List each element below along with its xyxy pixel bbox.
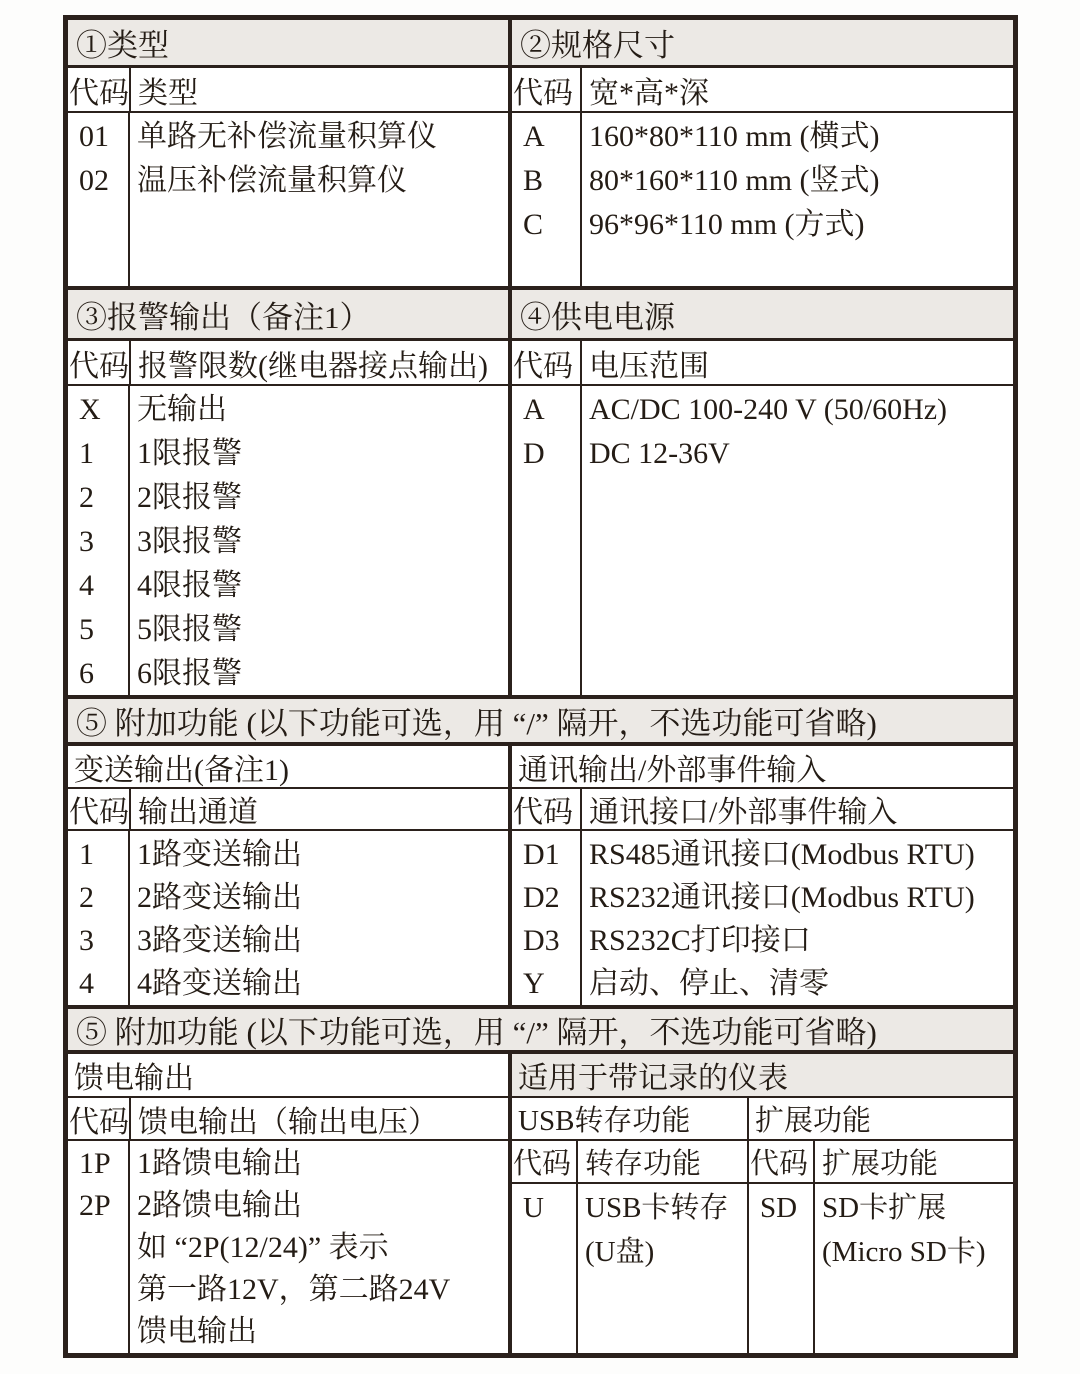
s5a-left-label-0: 1路变送输出 [137,838,302,871]
recording-instruments-subsection [512,1054,1013,1096]
section3-alarm-output [68,290,512,338]
body-band-a [68,831,1013,1009]
s2-codes [512,113,582,286]
s5a-left-label-header: 输出通道 [138,796,258,829]
ext-codes [749,1184,815,1353]
s5a-right-subtitle: 通讯输出/外部事件输入 [518,753,827,787]
s1-labels [130,113,508,286]
s5a-right-code-2: D3 [523,924,560,957]
usb-code-0: U [523,1192,544,1224]
s5a-right-code-3: Y [523,967,545,1000]
s3-codes [68,386,130,695]
s5a-left-code-3: 4 [79,967,94,1000]
usb-subtable [512,1098,749,1353]
ext-body [749,1184,1013,1353]
s5b-right-subtitle: 适用于带记录的仪表 [518,1062,788,1095]
s3-code-header: 代码 [68,341,131,384]
body-band-1-2 [68,113,1013,290]
s5a-right-code-1: D2 [523,881,560,914]
subheaders-band-b [68,1054,1013,1098]
s3-label-3: 3限报警 [137,525,242,558]
section2-title: ②规格尺寸 [520,28,675,63]
s4-code-header: 代码 [512,341,582,384]
s2-code-0: A [523,120,545,153]
s4-labels [582,386,1013,695]
s5a-left-labels [130,831,508,1005]
s3-code-0: X [79,393,101,426]
transmit-output-subsection [68,746,512,787]
s5a-right-code-header: 代码 [512,789,582,829]
subheaders-band-a [68,746,1013,789]
usb-codes [512,1184,578,1353]
section5-banner-2-text: ⑤ 附加功能 (以下功能可选，用 “/” 隔开，不选功能可省略) [76,1015,877,1050]
ext-label-1: (Micro SD卡) [822,1236,986,1268]
ext-label-header: 扩展功能 [822,1148,939,1180]
s4-codes [512,386,582,695]
s5b-left-labels [130,1141,508,1353]
s1-code-header: 代码 [68,68,131,111]
s3-label-5: 5限报警 [137,613,242,646]
s4-code-0: A [523,393,545,426]
feed-output-subsection [68,1054,512,1096]
usb-code-header: 代码 [512,1141,578,1182]
ext-label-0: SD卡扩展 [822,1192,947,1224]
recording-functions-table [512,1098,1013,1353]
s5b-left-codes [68,1141,130,1353]
s5a-left-code-header: 代码 [68,789,131,829]
s2-labels [582,113,1013,286]
s5b-left-code-header: 代码 [68,1098,131,1139]
s3-code-1: 1 [79,437,94,470]
ext-labels [815,1184,1013,1353]
section4-title: ④供电电源 [520,299,675,335]
usb-label-header: 转存功能 [585,1148,702,1180]
s5a-left-subtitle: 变送输出(备注1) [74,753,289,787]
s4-label-0: AC/DC 100-240 V (50/60Hz) [589,393,948,426]
usb-label-1: (U盘) [585,1236,655,1268]
s5a-right-codes [512,831,582,1005]
s3-label-2: 2限报警 [137,481,242,514]
s2-code-1: B [523,164,544,197]
s3-label-6: 6限报警 [137,657,242,690]
s5b-left-subtitle: 馈电输出 [74,1062,194,1095]
s5b-left-colheaders [68,1098,508,1141]
usb-label-0: USB卡转存 [585,1192,729,1224]
usb-labels [578,1184,747,1353]
s4-code-1: D [523,437,545,470]
s5b-left-code-0: 1P [79,1147,111,1180]
sd-subtable [749,1098,1013,1353]
s2-label-1: 80*160*110 mm (竖式) [589,164,880,197]
colheaders-band-3-4 [68,341,1013,386]
feed-output-table [68,1098,512,1353]
s5a-left-code-0: 1 [79,838,94,871]
section2-dimensions [512,20,1013,65]
s5a-right-label-2: RS232C打印接口 [589,924,811,957]
s1-code-0: 01 [79,120,109,153]
section5-banner-1-text: ⑤ 附加功能 (以下功能可选，用 “/” 隔开，不选功能可省略) [76,706,877,741]
s5a-right-label-0: RS485通讯接口(Modbus RTU) [589,838,975,871]
s2-label-header: 宽*高*深 [589,76,709,110]
s3-code-3: 3 [79,525,94,558]
s3-code-6: 6 [79,657,94,690]
s5b-left-code-1: 2P [79,1189,111,1222]
s5a-right-label-header: 通讯接口/外部事件输入 [589,796,898,829]
s5a-left-label-1: 2路变送输出 [137,881,302,914]
section4-power-supply [512,290,1013,338]
s2-label-0: 160*80*110 mm (横式) [589,120,880,153]
body-band-3-4 [68,386,1013,699]
s5a-left-label-2: 3路变送输出 [137,924,302,957]
s3-label-0: 无输出 [137,393,227,426]
colheaders-band-1-2 [68,68,1013,113]
s1-label-header: 类型 [138,76,198,110]
usb-body [512,1184,747,1353]
ext-code-header: 代码 [749,1141,815,1182]
usb-header: USB转存功能 [518,1105,691,1137]
ordering-spec-table [63,15,1018,1358]
section5-banner-2 [68,1009,1013,1054]
s3-code-2: 2 [79,481,94,514]
titles-band-3-4 [68,290,1013,341]
colheaders-band-a [68,789,1013,831]
s2-code-header: 代码 [512,68,582,111]
s1-label-1: 温压补偿流量积算仪 [137,164,407,197]
s2-code-2: C [523,208,544,241]
s5b-left-label-1: 2路馈电输出 [137,1189,302,1222]
bottom-band [68,1098,1013,1353]
s5a-right-labels [582,831,1013,1005]
s4-label-header: 电压范围 [589,349,709,383]
s5b-left-label-0: 1路馈电输出 [137,1147,302,1180]
s5b-left-label-3: 第一路12V，第二路24V [137,1273,451,1306]
titles-band-1-2 [68,20,1013,68]
section5-banner-1 [68,699,1013,746]
s5a-left-codes [68,831,130,1005]
s5a-right-label-1: RS232通讯接口(Modbus RTU) [589,881,975,914]
s3-label-4: 4限报警 [137,569,242,602]
s1-codes [68,113,130,286]
s3-code-5: 5 [79,613,94,646]
s5b-left-body [68,1141,508,1353]
s3-label-1: 1限报警 [137,437,242,470]
s5a-left-code-1: 2 [79,881,94,914]
section1-type [68,20,512,65]
s5a-left-label-3: 4路变送输出 [137,967,302,1000]
ext-code-0: SD [760,1192,798,1224]
comm-output-subsection [512,746,1013,787]
s5b-left-label-4: 馈电输出 [137,1315,257,1348]
ext-header: 扩展功能 [755,1105,872,1137]
s2-label-2: 96*96*110 mm (方式) [589,208,865,241]
s5b-left-label-2: 如 “2P(12/24)” 表示 [137,1231,389,1264]
s5a-right-code-0: D1 [523,838,560,871]
s3-code-4: 4 [79,569,94,602]
section1-title: ①类型 [76,28,169,63]
s3-label-header: 报警限数(继电器接点输出) [138,349,488,383]
s3-labels [130,386,508,695]
s4-label-1: DC 12-36V [589,437,730,470]
s5a-left-code-2: 3 [79,924,94,957]
section3-title: ③报警输出（备注1） [76,299,371,335]
s5b-left-label-header: 馈电输出（输出电压） [138,1105,438,1139]
s5a-right-label-3: 启动、停止、清零 [589,967,829,1000]
s1-code-1: 02 [79,164,109,197]
s1-label-0: 单路无补偿流量积算仪 [137,120,437,153]
